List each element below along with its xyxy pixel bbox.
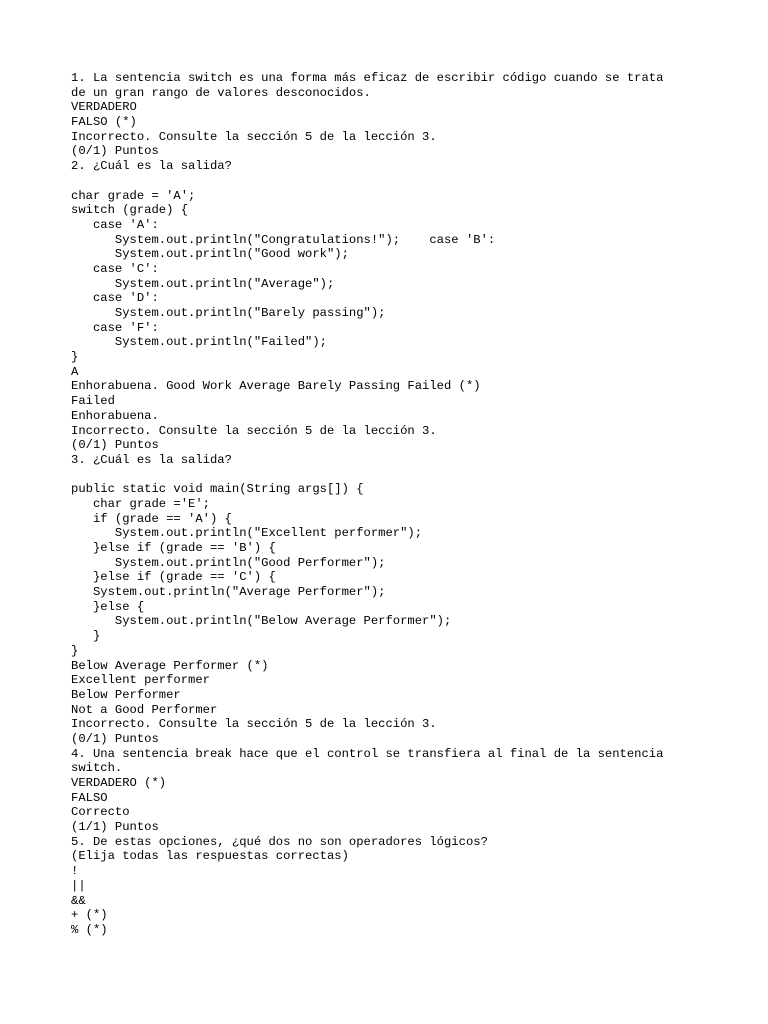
text-line: System.out.println("Good work"); <box>71 247 349 262</box>
text-line: FALSO <box>71 790 108 805</box>
text-line: % (*) <box>71 922 108 937</box>
text-line: 2. ¿Cuál es la salida? <box>71 159 232 174</box>
text-line: public static void main(String args[]) { <box>71 482 364 497</box>
text-line: + (*) <box>71 908 108 923</box>
text-line: System.out.println("Good Performer"); <box>71 555 386 570</box>
text-line: Correcto <box>71 805 130 820</box>
text-line: } <box>71 643 79 658</box>
text-line: Below Performer <box>71 687 181 702</box>
text-line: A <box>71 364 79 379</box>
text-line: System.out.println("Congratulations!"); case 'B': <box>71 232 496 247</box>
text-line: de un gran rango de valores desconocidos. <box>71 85 371 100</box>
text-line <box>71 174 751 189</box>
text-line: Incorrecto. Consulte la sección 5 de la lección 3. <box>71 129 437 144</box>
text-line: } <box>71 629 101 644</box>
text-line: Incorrecto. Consulte la sección 5 de la lección 3. <box>71 423 437 438</box>
text-line: (1/1) Puntos <box>71 820 159 835</box>
text-line: }else if (grade == 'B') { <box>71 541 276 555</box>
text-line: System.out.println("Below Average Performer"); <box>71 614 452 629</box>
text-line: case 'D': <box>71 291 159 306</box>
text-line: if (grade == 'A') { <box>71 511 232 526</box>
text-line: 3. ¿Cuál es la salida? <box>71 452 232 467</box>
text-line: Incorrecto. Consulte la sección 5 de la lección 3. <box>71 717 437 732</box>
text-line: Below Average Performer (*) <box>71 658 269 673</box>
text-line: Failed <box>71 394 115 409</box>
text-line: Enhorabuena. Good Work Average Barely Passing Failed (*) <box>71 379 481 394</box>
text-line: (0/1) Puntos <box>71 731 159 746</box>
text-line: System.out.println("Average"); <box>71 276 335 291</box>
text-line: VERDADERO (*) <box>71 776 167 790</box>
text-line <box>71 468 751 483</box>
text-line: System.out.println("Barely passing"); <box>71 306 386 320</box>
text-line: Enhorabuena. <box>71 408 159 423</box>
text-line: Not a Good Performer <box>71 702 218 717</box>
text-line: FALSO (*) <box>71 115 137 130</box>
text-line: Excellent performer <box>71 673 210 688</box>
text-line: char grade ='E'; <box>71 496 210 511</box>
text-line: (0/1) Puntos <box>71 144 159 159</box>
text-line: VERDADERO <box>71 100 137 115</box>
text-line: 5. De estas opciones, ¿qué dos no son operadores lógicos? <box>71 834 488 849</box>
text-line: case 'C': <box>71 261 159 276</box>
text-line: char grade = 'A'; <box>71 188 196 203</box>
text-line: switch (grade) { <box>71 203 189 218</box>
text-line: && <box>71 893 86 908</box>
text-line: (0/1) Puntos <box>71 438 159 453</box>
text-line: switch. <box>71 761 123 776</box>
text-line: 1. La sentencia switch es una forma más eficaz de escribir código cuando se trata <box>71 71 664 85</box>
text-line: }else if (grade == 'C') { <box>71 570 276 585</box>
text-line: System.out.println("Average Performer"); <box>71 585 386 600</box>
text-line: case 'A': <box>71 217 159 232</box>
text-line: ! <box>71 864 79 879</box>
document-body <box>71 71 751 938</box>
text-line: } <box>71 350 79 365</box>
text-line: || <box>71 878 86 893</box>
text-line: System.out.println("Failed"); <box>71 335 327 350</box>
text-line: (Elija todas las respuestas correctas) <box>71 849 349 864</box>
text-line: }else { <box>71 599 145 614</box>
text-line: System.out.println("Excellent performer"); <box>71 526 423 541</box>
text-line: 4. Una sentencia break hace que el control se transfiera al final de la sentencia <box>71 746 664 761</box>
text-line: case 'F': <box>71 320 159 335</box>
